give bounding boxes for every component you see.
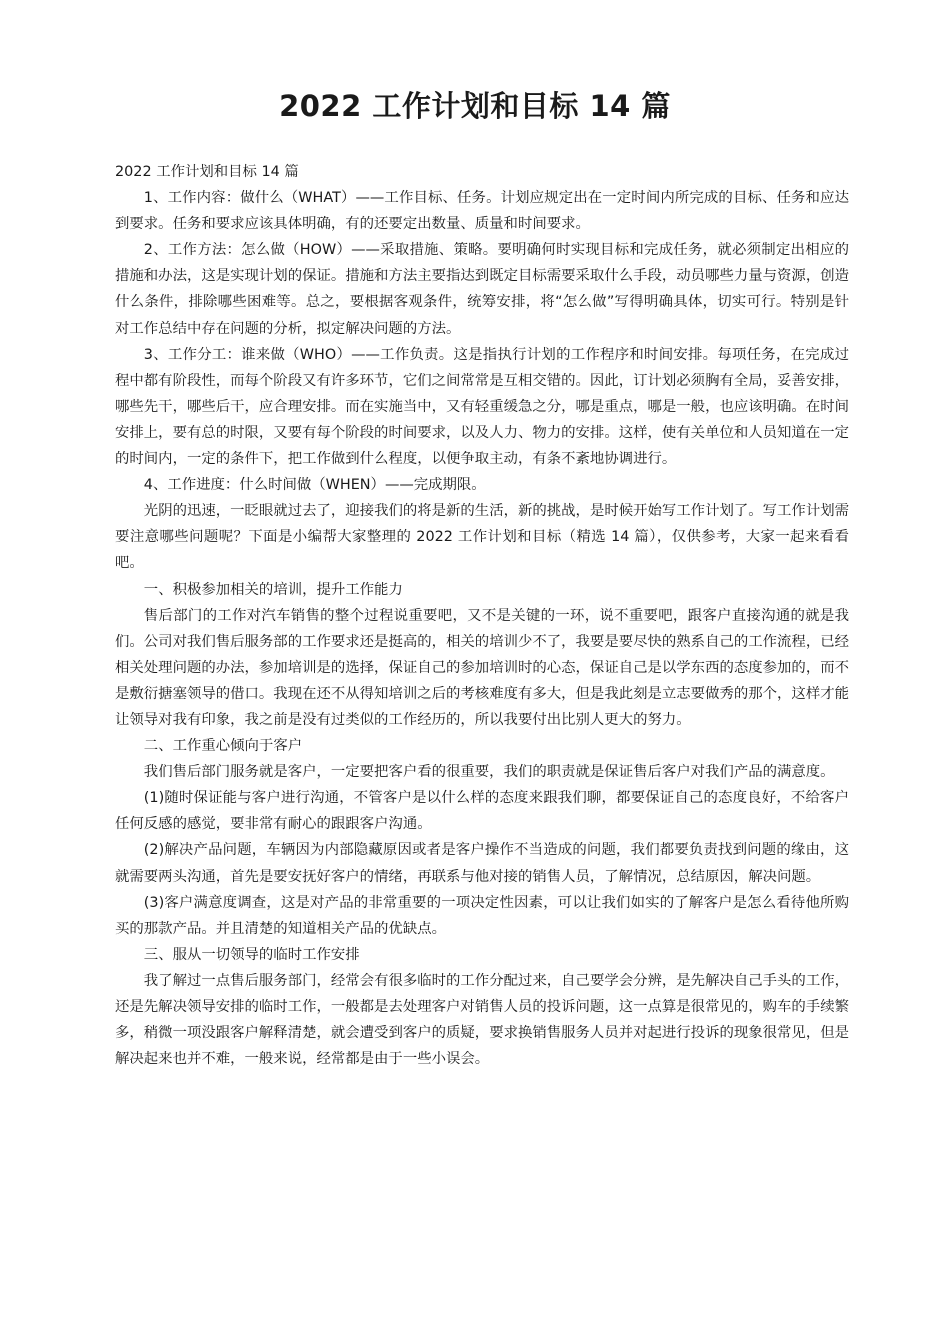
paragraph-leadership: 我了解过一点售后服务部门，经常会有很多临时的工作分配过来，自己要学会分辨，是先解决自己手头的工作，还是先解决领导安排的临时工作，一般都是去处理客户对销售人员的投诉问题，这一点算是很常见的，购车的手续繁多，稍微一项没跟客户解释清楚，就会遭受到客户的质疑，要求换销售服务人员并对起进行投诉的现象很常见，但是解决起来也并不难，一般来说，经常都是由于一些小误会。 (115, 972, 849, 1068)
paragraph-customer: 我们售后部门服务就是客户，一定要把客户看的很重要，我们的职责就是保证售后客户对我们产品的满意度。 (143, 764, 835, 781)
paragraph-product-issues: (2)解决产品问题，车辆因为内部隐藏原因或者是客户操作不当造成的问题，我们都要负责找到问题的缘由，这就需要两头沟通，首先是要安抚好客户的情绪，再联系与他对接的销售人员，了解情况，总结原因，解决问题。 (115, 842, 849, 885)
section-heading-leadership: 三、服从一切领导的临时工作安排 (143, 946, 360, 963)
section-heading-training: 一、积极参加相关的培训，提升工作能力 (143, 581, 403, 598)
paragraph-intro: 光阴的迅速，一眨眼就过去了，迎接我们的将是新的生活，新的挑战，是时候开始写工作计划了。写工作计划需要注意哪些问题呢？下面是小编帮大家整理的 2022 工作计划和目标（精选 14 篇），仅供参考，大家一起来看看吧。 (115, 503, 849, 572)
paragraph-work-division: 3、工作分工：谁来做（WHO）——工作负责。这是指执行计划的工作程序和时间安排。每项任务，在完成过程中都有阶段性，而每个阶段又有许多环节，它们之间常常是互相交错的。因此，订计划必须胸有全局，妥善安排，哪些先干，哪些后干，应合理安排。而在实施当中，又有轻重缓急之分，哪是重点，哪是一般，也应该明确。在时间安排上，要有总的时限，又要有每个阶段的时间要求，以及人力、物力的安排。这样，使有关单位和人员知道在一定的时间内，一定的条件下，把工作做到什么程度，以便争取主动，有条不紊地协调进行。 (115, 346, 849, 468)
document-subtitle: 2022 工作计划和目标 14 篇 (115, 164, 299, 180)
paragraph-work-content: 1、工作内容：做什么（WHAT）——工作目标、任务。计划应规定出在一定时间内所完成的目标、任务和应达到要求。任务和要求应该具体明确，有的还要定出数量、质量和时间要求。 (115, 190, 849, 233)
paragraph-training: 售后部门的工作对汽车销售的整个过程说重要吧，又不是关键的一环，说不重要吧，跟客户直接沟通的就是我们。公司对我们售后服务部的工作要求还是挺高的，相关的培训少不了，我要是要尽快的熟系自己的工作流程，已经相关处理问题的办法，参加培训是的选择，保证自己的参加培训时的心态，保证自己是以学东西的态度参加的，而不是敷衍搪塞领导的借口。我现在还不从得知培训之后的考核难度有多大，但是我此刻是立志要做秀的那个，这样才能让领导对我有印象，我之前是没有过类似的工作经历的，所以我要付出比别人更大的努力。 (115, 607, 849, 728)
paragraph-work-method: 2、工作方法：怎么做（HOW）——采取措施、策略。要明确何时实现目标和完成任务，就必须制定出相应的措施和办法，这是实现计划的保证。措施和方法主要指达到既定目标需要采取什么手段，动员哪些力量与资源，创造什么条件，排除哪些困难等。总之，要根据客观条件，统筹安排，将“怎么做”写得明确具体，切实可行。特别是针对工作总结中存在问题的分析，拟定解决问题的方法。 (115, 242, 849, 337)
paragraph-satisfaction-survey: (3)客户满意度调查，这是对产品的非常重要的一项决定性因素，可以让我们如实的了解客户是怎么看待他所购买的那款产品。并且清楚的知道相关产品的优缺点。 (115, 894, 849, 937)
paragraph-customer-communication: (1)随时保证能与客户进行沟通，不管客户是以什么样的态度来跟我们聊，都要保证自己的态度良好，不给客户任何反感的感觉，要非常有耐心的跟跟客户沟通。 (115, 790, 849, 833)
paragraph-work-progress: 4、工作进度：什么时间做（WHEN）——完成期限。 (143, 477, 486, 494)
document-body (115, 159, 849, 1072)
section-heading-customer: 二、工作重心倾向于客户 (143, 738, 303, 755)
document-title: 2022 工作计划和目标 14 篇 (279, 89, 671, 123)
